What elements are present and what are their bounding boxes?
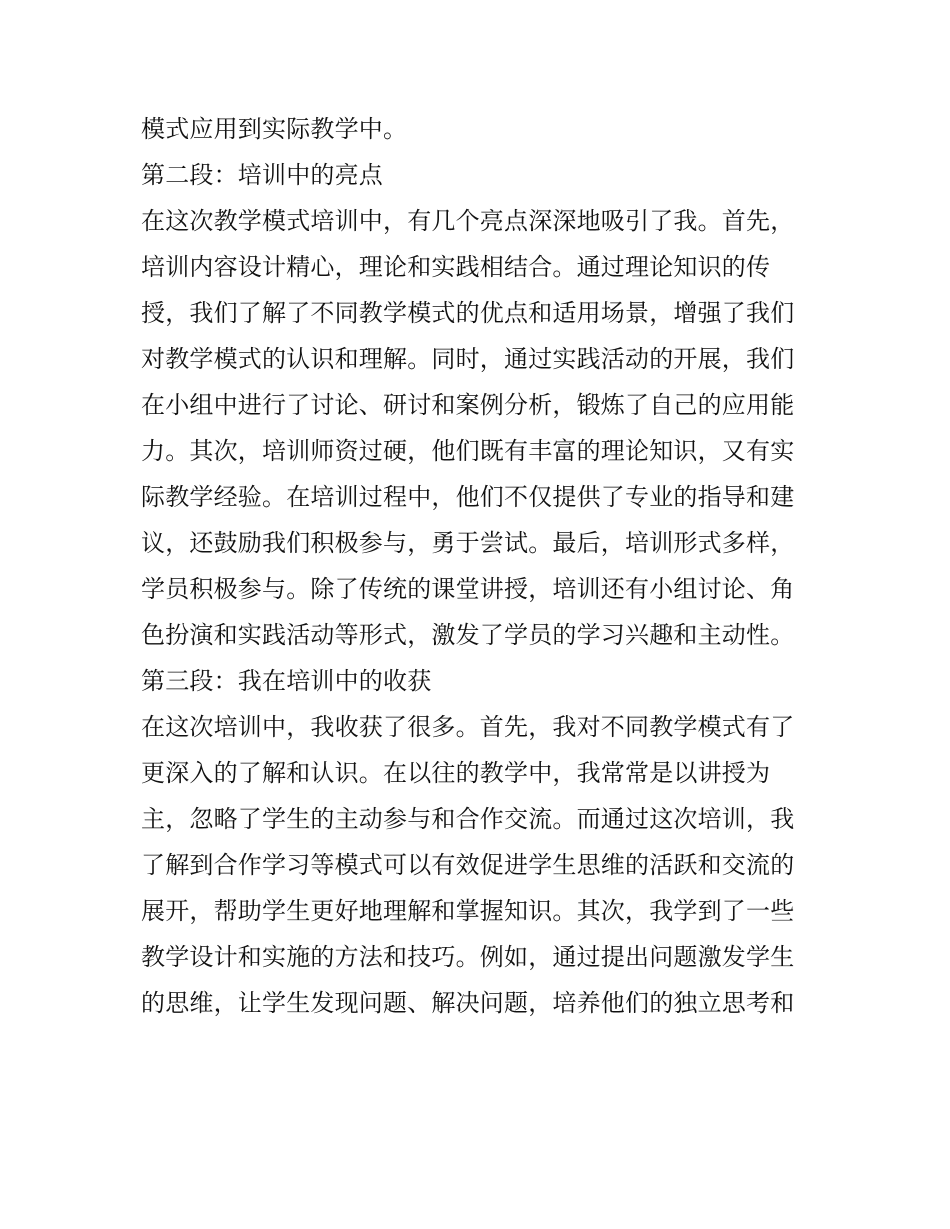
- section-heading: 第三段：我在培训中的收获: [141, 667, 432, 695]
- text-line: 主，忽略了学生的主动参与和合作交流。而通过这次培训，我: [141, 805, 795, 833]
- text-line: 色扮演和实践活动等形式，激发了学员的学习兴趣和主动性。: [141, 621, 795, 649]
- text-line: 对教学模式的认识和理解。同时，通过实践活动的开展，我们: [141, 345, 795, 373]
- text-line: 模式应用到实际教学中。: [141, 115, 408, 143]
- text-line: 展开，帮助学生更好地理解和掌握知识。其次，我学到了一些: [141, 897, 795, 925]
- text-line: 在这次培训中，我收获了很多。首先，我对不同教学模式有了: [141, 713, 795, 741]
- section-heading: 第二段：培训中的亮点: [141, 161, 383, 189]
- text-line: 在小组中进行了讨论、研讨和案例分析，锻炼了自己的应用能: [141, 391, 795, 419]
- text-line: 学员积极参与。除了传统的课堂讲授，培训还有小组讨论、角: [141, 575, 795, 603]
- text-line: 更深入的了解和认识。在以往的教学中，我常常是以讲授为: [141, 759, 771, 787]
- text-line: 际教学经验。在培训过程中，他们不仅提供了专业的指导和建: [141, 483, 795, 511]
- text-line: 议，还鼓励我们积极参与，勇于尝试。最后，培训形式多样，: [141, 529, 795, 557]
- text-line: 的思维，让学生发现问题、解决问题，培养他们的独立思考和: [141, 989, 795, 1017]
- text-line: 授，我们了解了不同教学模式的优点和适用场景，增强了我们: [141, 299, 795, 327]
- text-line: 在这次教学模式培训中，有几个亮点深深地吸引了我。首先，: [141, 207, 795, 235]
- text-line: 培训内容设计精心，理论和实践相结合。通过理论知识的传: [141, 253, 771, 281]
- text-line: 了解到合作学习等模式可以有效促进学生思维的活跃和交流的: [141, 851, 795, 879]
- text-line: 力。其次，培训师资过硬，他们既有丰富的理论知识，又有实: [141, 437, 795, 465]
- text-line: 教学设计和实施的方法和技巧。例如，通过提出问题激发学生: [141, 943, 795, 971]
- document-body: [141, 106, 821, 1026]
